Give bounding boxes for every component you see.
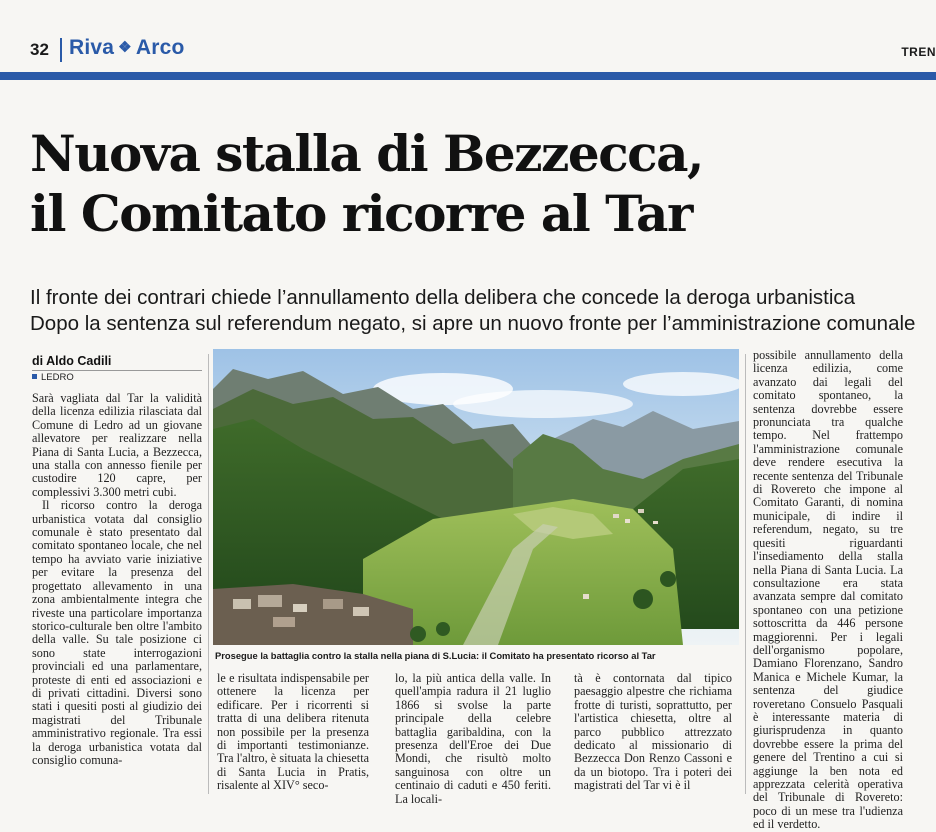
valley-photo xyxy=(213,349,739,645)
valley-landscape-image xyxy=(213,349,739,645)
byline: di Aldo Cadili xyxy=(32,354,202,371)
column-2-text: le e risultata indispensabile per ottenere la licenza per edificare. Per i ricorrenti si tratta di una delibera ritenuta non possibile per la presenza di importanti testimonianze. Tra l'altro, è situata la chiesetta di Santa Lucia in Pratis, risalente al XIV° seco- xyxy=(217,671,369,793)
column-5-text: possibile annullamento della licenza edilizia, come avanzato dai legali del comitato spontaneo, la sentenza dovrebbe essere pronunciata tra qualche tempo. Nel frattempo l'amministrazione comunale deve rendere esecutiva la recente sentenza del Tribunale di Rovereto che impone al Comitato Garanti, di nomina municipale, di indire il referendum, negato, su tre quesiti riguardanti l'insediamento della stalla nella Piana di Santa Lucia. La consultazione era stata avanzata sempre dal comitato spontaneo con una petizione sottoscritta da 446 persone maggiorenni. Per i legali dell'organismo popolare, Damiano Florenzano, Sandro Manica e Michele Kumar, la sentenza del giudice roveretano Consuelo Pasquali è interessante materia di giurisprudenza in quanto dovrebbe essere la prima del genere del Trentino a cui si aggiunge la ben nota ed apprezzata celerità operativa del Tribunale di Rovereto: poco di un mese tra l'udienza ed il verdetto. xyxy=(753,348,903,832)
section-title xyxy=(69,36,184,60)
headline-line-2: il Comitato ricorre al Tar xyxy=(30,184,692,243)
header-blue-rule xyxy=(0,72,936,80)
column-1-paragraph-2: Il ricorso contro la deroga urbanistica votata dal consiglio comunale è stato presentato dal comitato spontaneo locale, che nel tempo ha avviato varie iniziative per evitare la presenza del progettato allevamento in una zona ambientalmente integra che riveste una particolare importanza storico-culturale ben oltre l'ambito della valle. Su tale posizione ci sono state interrogazioni provinciali ed una parlamentare, proteste di enti ed associazioni e di privati cittadini. Diversi sono stati i quesiti posti al giudizio dei magistrati del Tribunale amministrativo regionale. Tra essi la deroga urbanistica votata dal consiglio comuna- xyxy=(32,498,202,767)
article-column-1 xyxy=(32,392,202,767)
dateline xyxy=(32,372,74,383)
article-column-5 xyxy=(753,349,903,832)
subhead-line-1: Il fronte dei contrari chiede l’annullamento della delibera che concede la deroga urbanistica xyxy=(30,286,856,309)
column-1-paragraph-1: Sarà vagliata dal Tar la validità della licenza edilizia rilasciata dal Comune di Ledro ad un giovane allevatore per realizzare nella Piana di Santa Lucia, a Bezzecca, una stalla con annesso fienile per custodire 120 capre, per complessivi 3.300 metri cubi. xyxy=(32,391,202,499)
dateline-text: LEDRO xyxy=(41,372,74,383)
article-column-2 xyxy=(217,672,369,793)
headline-line-1: Nuova stalla di Bezzecca, xyxy=(30,124,703,183)
column-rule xyxy=(745,354,746,794)
diamond-icon: ❖ xyxy=(118,39,132,56)
column-3-text: lo, la più antica della valle. In quell'ampia radura il 21 luglio 1866 si svolse la parte principale della celebre battaglia garibaldina, con la presenza dell'Eroe dei Due Mondi, che risultò molto sanguinosa con oltre un centinaio di caduti e 450 feriti. La locali- xyxy=(395,671,551,806)
page-header xyxy=(0,20,936,78)
article-column-4 xyxy=(574,672,732,793)
article-column-3 xyxy=(395,672,551,806)
dateline-square-icon xyxy=(32,374,37,379)
section-left-label: Riva xyxy=(69,36,115,59)
header-divider xyxy=(60,38,62,62)
page-number: 32 xyxy=(30,40,49,59)
subheadline xyxy=(30,285,930,337)
headline xyxy=(30,124,910,244)
photo-caption: Prosegue la battaglia contro la stalla nella piana di S.Lucia: il Comitato ha presentato ricorso al Tar xyxy=(215,650,656,661)
masthead-fragment: TREN xyxy=(901,45,936,59)
column-rule xyxy=(208,354,209,794)
subhead-line-2: Dopo la sentenza sul referendum negato, si apre un nuovo fronte per l’amministrazione comunale xyxy=(30,312,916,335)
column-4-text: tà è contornata dal tipico paesaggio alpestre che richiama frotte di turisti, soprattutto, per l'artistica chiesetta, oltre al parco pubblico attrezzato dedicato al missionario di Bezzecca Don Renzo Cassoni e da un biotopo. Tra i poteri dei magistrati del Tar vi è il xyxy=(574,671,732,793)
section-right-label: Arco xyxy=(135,36,185,59)
